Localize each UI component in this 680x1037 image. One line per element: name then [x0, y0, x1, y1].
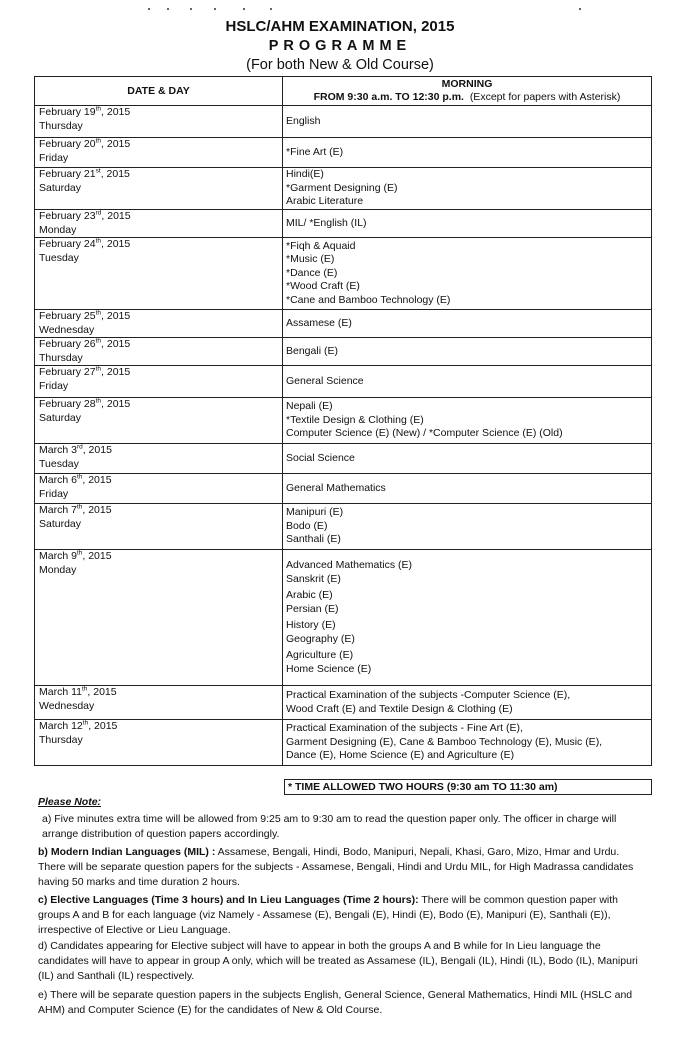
table-row	[35, 720, 652, 766]
note-b-text: Assamese, Bengali, Hindi, Bodo, Manipuri, Nepali, Khasi, Garo, Mizo, Hmar and Urdu. There will be separate question papers for the subjects - Assamese, Bengali, Hindi and Urdu MIL, for High Madrassa candidates having 50 marks and time duration 2 hours.	[38, 846, 634, 888]
subjects-cell	[283, 310, 652, 338]
date-cell	[35, 310, 283, 338]
subject: Advanced Mathematics (E)	[286, 559, 413, 571]
table-row	[35, 474, 652, 504]
subjects-cell	[283, 168, 652, 210]
notes-section	[38, 795, 642, 1021]
exam-date: February 25th, 2015	[39, 309, 131, 322]
table-header-row	[35, 77, 652, 106]
exam-date: March 7th, 2015	[39, 503, 112, 516]
date-cell	[35, 238, 283, 310]
subjects-cell	[283, 338, 652, 366]
subject: Assamese (E)	[286, 316, 352, 329]
notes-heading: Please Note:	[38, 796, 102, 808]
course-note: (For both New & Old Course)	[246, 57, 434, 73]
subject: Bengali (E)	[286, 344, 338, 357]
subject: *Dance (E)	[286, 266, 338, 279]
subjects-cell	[283, 210, 652, 238]
note-b	[38, 845, 642, 890]
exam-date: March 6th, 2015	[39, 473, 112, 486]
subject: History (E)	[286, 619, 336, 631]
subject: Home Science (E)	[286, 662, 372, 675]
date-cell	[35, 106, 283, 138]
subject: Santhali (E)	[286, 533, 341, 546]
table-row	[35, 106, 652, 138]
morning-header	[283, 77, 652, 106]
table-row	[35, 398, 652, 444]
exam-day: Wednesday	[39, 323, 95, 336]
exam-day: Wednesday	[39, 699, 95, 712]
subject: English	[286, 114, 321, 127]
subject: *Music (E)	[286, 253, 335, 266]
asterisk-exception-note: (Except for papers with Asterisk)	[469, 91, 621, 103]
table-row	[35, 550, 652, 686]
exam-day: Saturday	[39, 181, 82, 194]
date-cell	[35, 686, 283, 720]
exam-date: February 21st, 2015	[39, 167, 130, 180]
subject: Garment Designing (E), Cane & Bamboo Technology (E), Music (E),	[286, 735, 603, 748]
date-cell	[35, 720, 283, 766]
exam-date: February 27th, 2015	[39, 365, 131, 378]
subjects-cell	[283, 398, 652, 444]
exam-date: March 3rd, 2015	[39, 443, 112, 456]
subject: Wood Craft (E) and Textile Design & Clothing (E)	[286, 702, 513, 715]
table-row	[35, 504, 652, 550]
table-row	[35, 210, 652, 238]
subject: Manipuri (E)	[286, 506, 344, 519]
scan-specks	[0, 8, 680, 16]
subject: *Garment Designing (E)	[286, 181, 398, 194]
note-b-label: b) Modern Indian Languages (MIL) :	[38, 846, 216, 858]
subject: General Science	[286, 374, 364, 387]
subject: *Wood Craft (E)	[286, 280, 360, 293]
table-row	[35, 366, 652, 398]
note-d: d) Candidates appearing for Elective subject will have to appear in both the groups A and B while for In Lieu language the candidates will have to appear in group A only, which will be treated as Assamese (IL), Bengali (IL), Hindi (IL), Bodo (IL), Manipuri (IL) and Santhali (IL) respectively.	[38, 940, 638, 982]
subject: *Fine Art (E)	[286, 145, 344, 158]
exam-day: Thursday	[39, 119, 83, 132]
morning-label: MORNING	[441, 78, 493, 90]
note-c-label: c) Elective Languages (Time 3 hours) and In Lieu Languages (Time 2 hours):	[38, 894, 419, 906]
exam-date: March 11th, 2015	[39, 685, 117, 698]
subject: Geography (E)	[286, 632, 355, 645]
subjects-cell	[283, 106, 652, 138]
exam-day: Monday	[39, 223, 77, 236]
date-day-header: DATE & DAY	[35, 77, 283, 106]
subject: Social Science	[286, 451, 355, 464]
subject: *Fiqh & Aquaid	[286, 239, 356, 252]
subjects-cell	[283, 720, 652, 766]
exam-schedule-table	[34, 76, 652, 766]
exam-date: February 24th, 2015	[39, 237, 131, 250]
subject: MIL/ *English (IL)	[286, 216, 367, 229]
table-row	[35, 238, 652, 310]
date-cell	[35, 504, 283, 550]
subject: *Textile Design & Clothing (E)	[286, 413, 424, 426]
subject: Arabic Literature	[286, 195, 364, 208]
exam-day: Saturday	[39, 411, 82, 424]
session-time: FROM 9:30 a.m. TO 12:30 p.m. (Except for papers with Asterisk)	[313, 91, 621, 103]
table-row	[35, 686, 652, 720]
exam-day: Thursday	[39, 351, 83, 364]
subject: Bodo (E)	[286, 519, 328, 532]
subjects-cell	[283, 138, 652, 168]
time-allowed-note: * TIME ALLOWED TWO HOURS (9:30 am TO 11:30 am)	[284, 779, 652, 795]
exam-day: Friday	[39, 379, 69, 392]
exam-date: February 28th, 2015	[39, 397, 131, 410]
subject: Sanskrit (E)	[286, 572, 341, 585]
subject: General Mathematics	[286, 481, 386, 494]
exam-day: Saturday	[39, 517, 82, 530]
exam-date: February 20th, 2015	[39, 137, 131, 150]
date-cell	[35, 550, 283, 686]
subjects-cell	[283, 366, 652, 398]
subjects-cell	[283, 238, 652, 310]
subject: Persian (E)	[286, 602, 339, 615]
subjects-cell	[283, 504, 652, 550]
date-cell	[35, 444, 283, 474]
table-row	[35, 338, 652, 366]
date-cell	[35, 474, 283, 504]
exam-day: Monday	[39, 563, 77, 576]
exam-date: February 26th, 2015	[39, 337, 131, 350]
exam-date: February 19th, 2015	[39, 105, 131, 118]
exam-date: March 12th, 2015	[39, 719, 118, 732]
date-cell	[35, 138, 283, 168]
subjects-cell	[283, 686, 652, 720]
note-c	[38, 893, 642, 938]
subjects-cell	[283, 474, 652, 504]
exam-day: Tuesday	[39, 251, 79, 264]
subject: Nepali (E)	[286, 400, 333, 413]
subject: Dance (E), Home Science (E) and Agriculture (E)	[286, 749, 515, 762]
exam-day: Tuesday	[39, 457, 79, 470]
table-row	[35, 138, 652, 168]
subject: *Cane and Bamboo Technology (E)	[286, 293, 451, 306]
exam-day: Friday	[39, 151, 69, 164]
note-e: e) There will be separate question papers in the subjects English, General Science, General Mathematics, Hindi MIL (HSLC and AHM) and Computer Science (E) for the candidates of New & Old Course.	[38, 989, 633, 1016]
subjects-cell	[283, 444, 652, 474]
table-row	[35, 168, 652, 210]
subject: Practical Examination of the subjects -Computer Science (E),	[286, 689, 571, 701]
exam-day: Thursday	[39, 733, 83, 746]
exam-date: February 23rd, 2015	[39, 209, 131, 222]
date-cell	[35, 210, 283, 238]
subject: Arabic (E)	[286, 589, 333, 601]
subjects-cell	[283, 550, 652, 686]
date-cell	[35, 366, 283, 398]
exam-date: March 9th, 2015	[39, 549, 112, 562]
subject: Agriculture (E)	[286, 649, 354, 661]
note-a: a) Five minutes extra time will be allowed from 9:25 am to 9:30 am to read the question paper only. The officer in charge will arrange distribution of question papers accordingly.	[42, 813, 617, 840]
table-row	[35, 444, 652, 474]
subject: Computer Science (E) (New) / *Computer Science (E) (Old)	[286, 427, 563, 440]
date-cell	[35, 168, 283, 210]
subject: Practical Examination of the subjects - Fine Art (E),	[286, 722, 523, 735]
programme-heading: PROGRAMME	[268, 38, 412, 54]
exam-day: Friday	[39, 487, 69, 500]
date-cell	[35, 398, 283, 444]
table-row	[35, 310, 652, 338]
note-c-text: There will be common question paper with groups A and B for each language (viz Namely - Assamese (E), Bengali (E), Hindi (E), Bodo (E), Manipuri (E), Santhali (E)), irrespective of Elective or Lieu Language.	[38, 894, 619, 936]
subject: Hindi(E)	[286, 168, 324, 181]
exam-title: HSLC/AHM EXAMINATION, 2015	[225, 18, 455, 35]
date-cell	[35, 338, 283, 366]
